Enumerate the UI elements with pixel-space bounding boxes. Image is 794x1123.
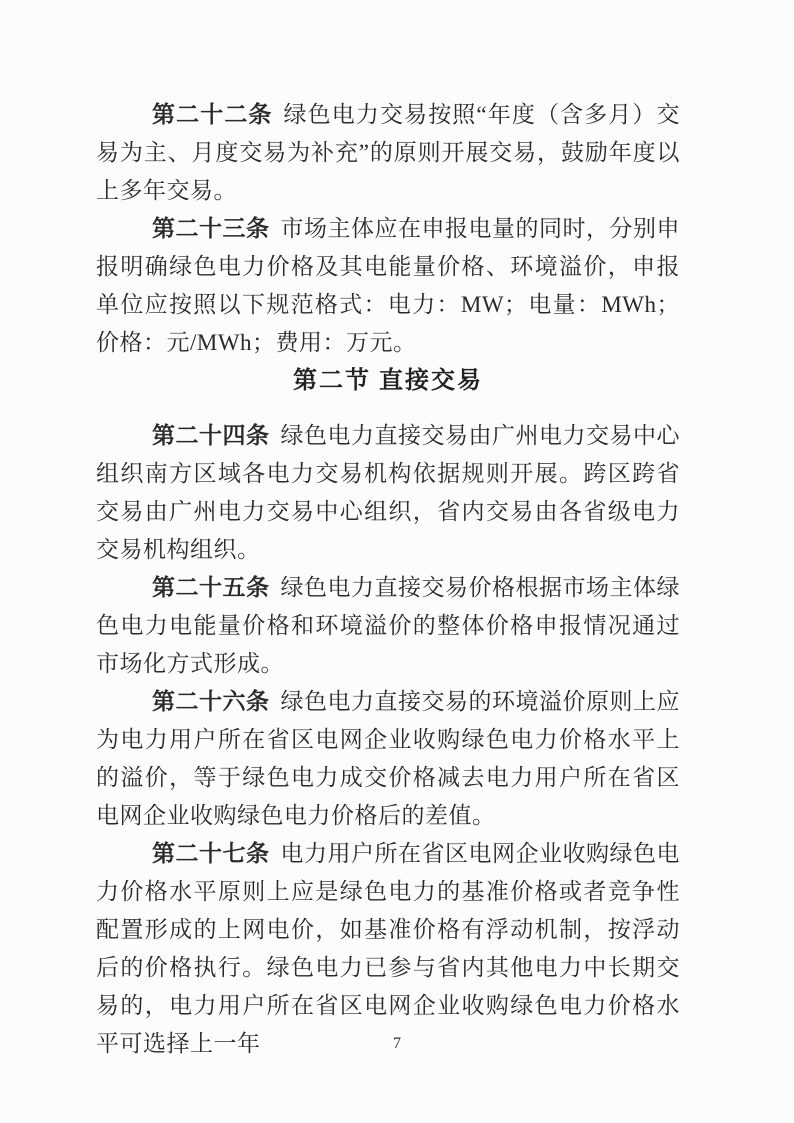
article-paragraph <box>96 683 680 835</box>
article-number-label: 第二十三条 <box>152 216 270 241</box>
article-text: 绿色电力直接交易由广州电力交易中心组织南方区域各电力交易机构依据规则开展。跨区跨省交易由广州电力交易中心组织，省内交易由各省级电力交易机构组织。 <box>96 423 680 562</box>
article-number-label: 第二十六条 <box>152 689 270 714</box>
article-text: 绿色电力直接交易的环境溢价原则上应为电力用户所在省区电网企业收购绿色电力价格水平上的溢价，等于绿色电力成交价格减去电力用户所在省区电网企业收购绿色电力价格后的差值。 <box>96 689 680 828</box>
article-paragraph <box>96 835 680 1063</box>
document-body <box>96 96 680 1063</box>
article-paragraph <box>96 569 680 683</box>
article-paragraph <box>96 210 680 362</box>
article-text: 绿色电力交易按照“年度（含多月）交易为主、月度交易为补充”的原则开展交易，鼓励年度以上多年交易。 <box>96 102 680 203</box>
page-number: 7 <box>393 1035 401 1052</box>
article-text: 绿色电力直接交易价格根据市场主体绿色电力电能量价格和环境溢价的整体价格申报情况通过市场化方式形成。 <box>96 575 680 676</box>
article-text: 市场主体应在申报电量的同时，分别申报明确绿色电力价格及其电能量价格、环境溢价，申报单位应按照以下规范格式：电力：MW；电量：MWh；价格：元/MWh；费用：万元。 <box>96 216 680 355</box>
article-number-label: 第二十二条 <box>152 102 273 127</box>
article-paragraph <box>96 417 680 569</box>
article-number-label: 第二十五条 <box>152 575 270 600</box>
article-text: 电力用户所在省区电网企业收购绿色电力价格水平原则上应是绿色电力的基准价格或者竞争性配置形成的上网电价，如基准价格有浮动机制，按浮动后的价格执行。绿色电力已参与省内其他电力中长期交易的，电力用户所在省区电网企业收购绿色电力价格水平可选择上一年 <box>96 841 680 1056</box>
article-number-label: 第二十七条 <box>152 841 270 866</box>
article-number-label: 第二十四条 <box>152 423 270 448</box>
article-paragraph <box>96 96 680 210</box>
section-heading: 第二节 直接交易 <box>293 368 483 394</box>
